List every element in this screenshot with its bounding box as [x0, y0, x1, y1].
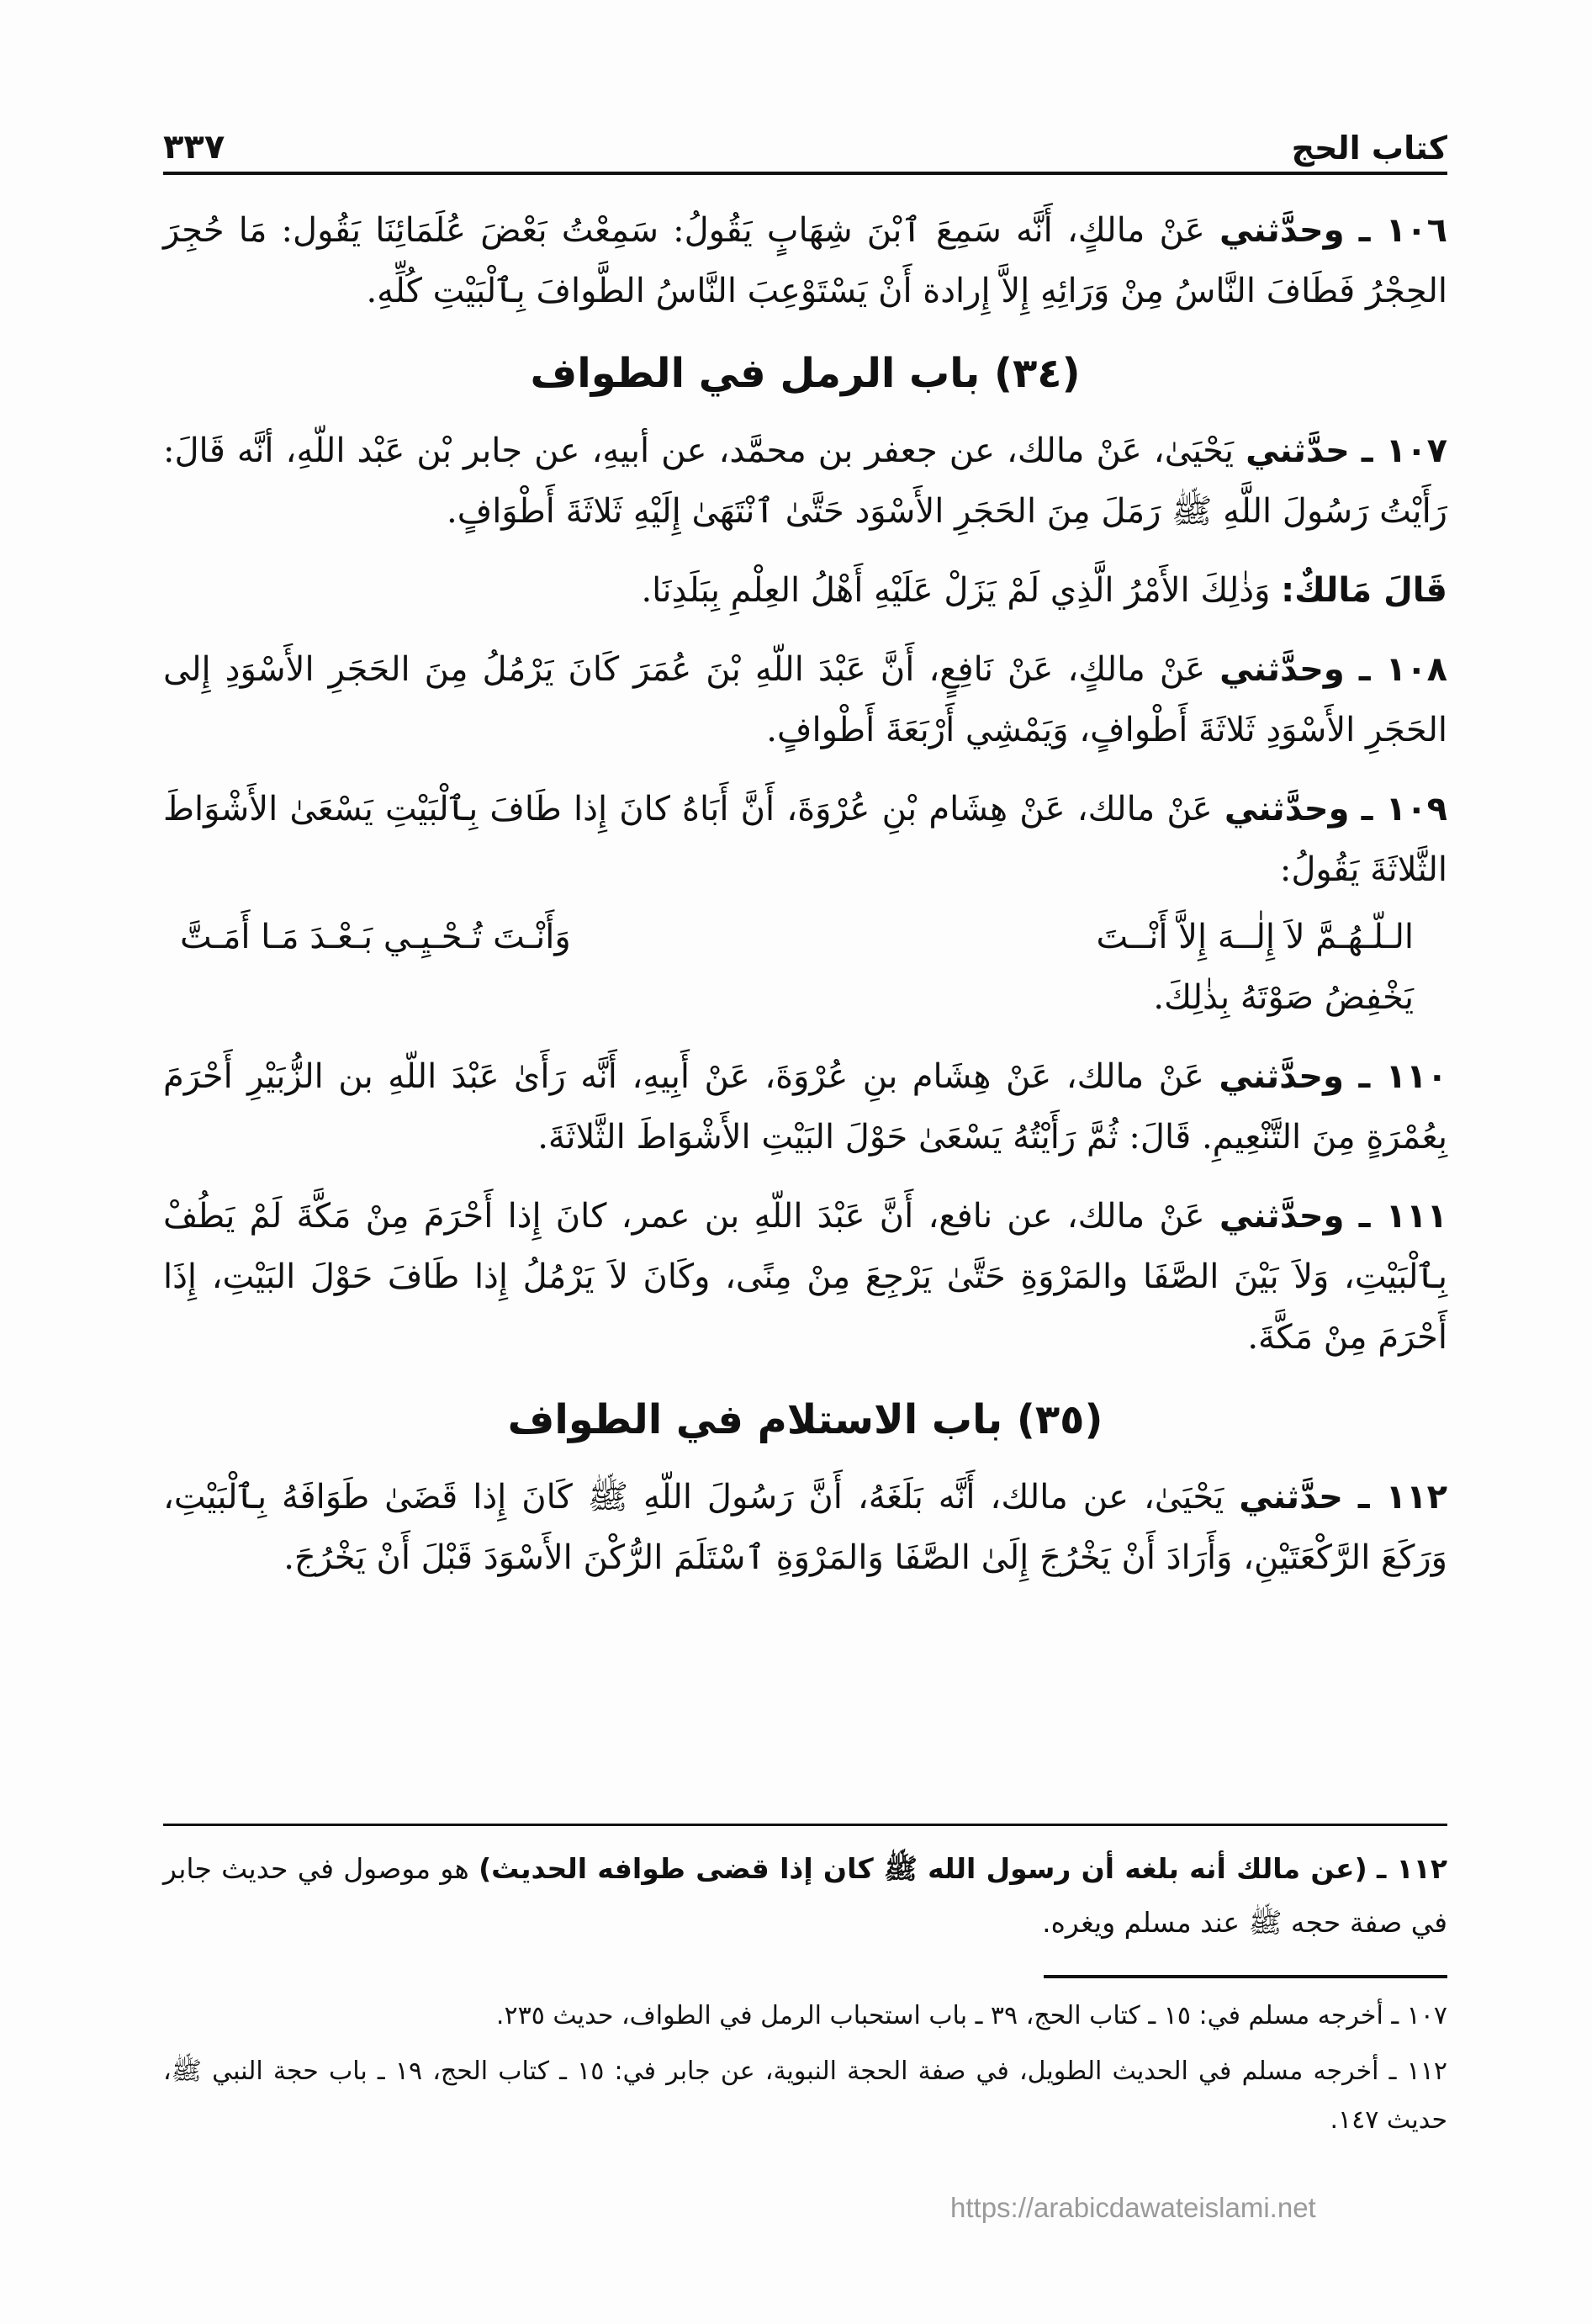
hadith-text: يَحْيَىٰ، عَنْ مالك، عن جعفر بن محمَّد، عن أبيهِ، عن جابر بْن عَبْد اللّهِ، أنَّه قَالَ: رَأَيْتُ رَسُولَ اللَّهِ ﷺ رَمَلَ مِنَ الحَجَرِ الأَسْوَد حَتَّىٰ ٱنْتَهَىٰ إِلَيْهِ ثَلاثَةَ أَطْوَافٍ.: [163, 431, 1447, 531]
footnote-112: ١١٢ ـ أخرجه مسلم في الحديث الطويل، في صفة الحجة النبوية، عن جابر في: ١٥ ـ كتاب الحج، ١٩ ـ باب حجة النبي ﷺ، حديث ١٤٧.: [163, 2057, 1447, 2135]
hadith-number: ١٠٧ ـ: [1361, 431, 1447, 470]
commentary-text: هو موصول في حديث جابر في صفة حجه ﷺ عند مسلم ويغره.: [163, 1852, 1447, 1939]
hadith-text: عَنْ مالك، عن نافع، أَنَّ عَبْدَ اللّهِ بن عمر، كانَ إِذا أَحْرَمَ مِنْ مَكَّةَ لَمْ يَطُفْ بِٱلْبَيْتِ، وَلاَ بَيْنَ الصَّفَا والمَرْوَةِ حَتَّىٰ يَرْجِعَ مِنْ مِنًى، وكَانَ لاَ يَرْمُلُ إِذا طَافَ حَوْلَ البَيْتِ، إِذَا أَحْرَمَ مِنْ مَكَّةَ.: [163, 1197, 1447, 1357]
commentary: [163, 1842, 1447, 1950]
running-title: كتاب الحج: [1291, 130, 1447, 167]
hadith-text: يَحْيَىٰ، عن مالك، أَنَّه بَلَغَهُ، أَنَّ رَسُولَ اللّهِ ﷺ كَانَ إِذا قَضَىٰ طَوَافَهُ بِٱلْبَيْتِ، وَرَكَعَ الرَّكْعَتَيْنِ، وَأَرَادَ أَنْ يَخْرُجَ إِلَىٰ الصَّفَا وَالمَرْوَةِ ٱسْتَلَمَ الرُّكْنَ الأَسْوَدَ قَبْلَ أَنْ يَخْرُجَ.: [163, 1478, 1447, 1577]
hadith-112: [163, 1467, 1447, 1588]
hadith-lead: وحدَّثني: [1219, 1197, 1345, 1236]
hadith-number: ١١٠ ـ: [1358, 1057, 1448, 1096]
running-head: [163, 108, 1447, 175]
hadith-lead: وحدَّثني: [1219, 650, 1345, 689]
verse-line: [163, 907, 1447, 967]
hadith-lead: وحدَّثني: [1219, 211, 1345, 250]
footnotes: [163, 1992, 1447, 2152]
page-number: ٣٣٧: [163, 128, 225, 167]
hadith-109: [163, 779, 1447, 900]
malik-statement: [163, 560, 1447, 621]
hadith-text: عَنْ مالك، عَنْ هِشَام بْنِ عُرْوَةَ، أَنَّ أَبَاهُ كانَ إِذا طَافَ بِٱلْبَيْتِ يَسْعَىٰ الأَشْوَاطَ الثَّلاثَةَ يَقُولُ:: [163, 790, 1447, 889]
hadith-107: [163, 421, 1447, 542]
hadith-number: ١١٢ ـ: [1357, 1478, 1447, 1517]
hadith-106: [163, 200, 1447, 321]
hadith-text: عَنْ مالك، عَنْ هِشَام بنِ عُرْوَةَ، عَنْ أَبِيهِ، أَنَّه رَأَىٰ عَبْدَ اللّهِ بن الزُّبَيْرِ أَحْرَمَ بِعُمْرَةٍ مِنَ التَّنْعِيمِ. قَالَ: ثُمَّ رَأَيْتُهُ يَسْعَىٰ حَوْلَ البَيْتِ الأَشْوَاطَ الثَّلاثَةَ.: [163, 1057, 1447, 1157]
commentary-quote: (عن مالك أنه بلغه أن رسول الله ﷺ كان إذا قضى طوافه الحديث): [479, 1852, 1367, 1885]
verse-tail: يَخْفِضُ صَوْتَهُ بِذٰلِكَ.: [1153, 978, 1414, 1017]
hadith-lead: حدَّثني: [1239, 1478, 1343, 1517]
hadith-text: عَنْ مالكٍ، عَنْ نَافِعٍ، أَنَّ عَبْدَ اللّهِ بْنَ عُمَرَ كَانَ يَرْمُلُ مِنَ الحَجَرِ الأَسْوَدِ إِلى الحَجَرِ الأَسْوَدِ ثَلاثَةَ أَطْوافٍ، وَيَمْشِي أَرْبَعَةَ أَطْوافٍ.: [163, 650, 1447, 749]
hadith-number: ١٠٩ ـ: [1361, 790, 1447, 828]
hadith-lead: وحدَّثني: [1219, 1057, 1344, 1096]
malik-lead: قَالَ مَالكٌ:: [1281, 571, 1447, 610]
main-text: [163, 200, 1447, 1607]
watermark-url: https://arabicdawateislami.net: [950, 2192, 1316, 2223]
verse-hemistich-left: وَأَنْـتَ تُـحْـيِـي بَـعْـدَ مَـا أَمَـتَّ: [180, 918, 571, 956]
hadith-lead: حدَّثني: [1246, 431, 1350, 470]
commentary-number: ١١٢ ـ: [1376, 1852, 1447, 1885]
commentary-divider: [163, 1824, 1447, 1826]
footnote-107: ١٠٧ ـ أخرجه مسلم في: ١٥ ـ كتاب الحج، ٣٩ ـ باب استحباب الرمل في الطواف، حديث ٢٣٥.: [495, 2001, 1447, 2030]
verse-hemistich-right: الـلّـهُـمَّ لاَ إِلٰــهَ إِلاَّ أَنْــتَ: [1096, 918, 1414, 956]
chapter-heading-35: (٣٥) باب الاستلام في الطواف: [507, 1396, 1103, 1443]
chapter-heading-34: (٣٤) باب الرمل في الطواف: [530, 350, 1081, 397]
hadith-number: ١٠٨ ـ: [1358, 650, 1447, 689]
hadith-111: [163, 1186, 1447, 1368]
malik-text: وَذٰلِكَ الأَمْرُ الَّذِي لَمْ يَزَلْ عَلَيْهِ أَهْلُ العِلْمِ بِبَلَدِنَا.: [641, 571, 1271, 610]
hadith-108: [163, 639, 1447, 760]
hadith-text: عَنْ مالكٍ، أَنَّه سَمِعَ ٱبْنَ شِهَابٍ يَقُولُ: سَمِعْتُ بَعْضَ عُلَمَائِنَا يَقُول: مَا حُجِرَ الحِجْرُ فَطَافَ النَّاسُ مِنْ وَرَائِهِ إِلاَّ إِرادة أَنْ يَسْتَوْعِبَ النَّاسُ الطَّوافَ بِٱلْبَيْتِ كُلِّهِ.: [163, 211, 1447, 310]
hadith-number: ١٠٦ ـ: [1358, 211, 1447, 250]
hadith-number: ١١١ ـ: [1358, 1197, 1448, 1236]
hadith-lead: وحدَّثني: [1224, 790, 1350, 828]
hadith-110: [163, 1046, 1447, 1167]
footnote-divider: [1044, 1975, 1447, 1978]
